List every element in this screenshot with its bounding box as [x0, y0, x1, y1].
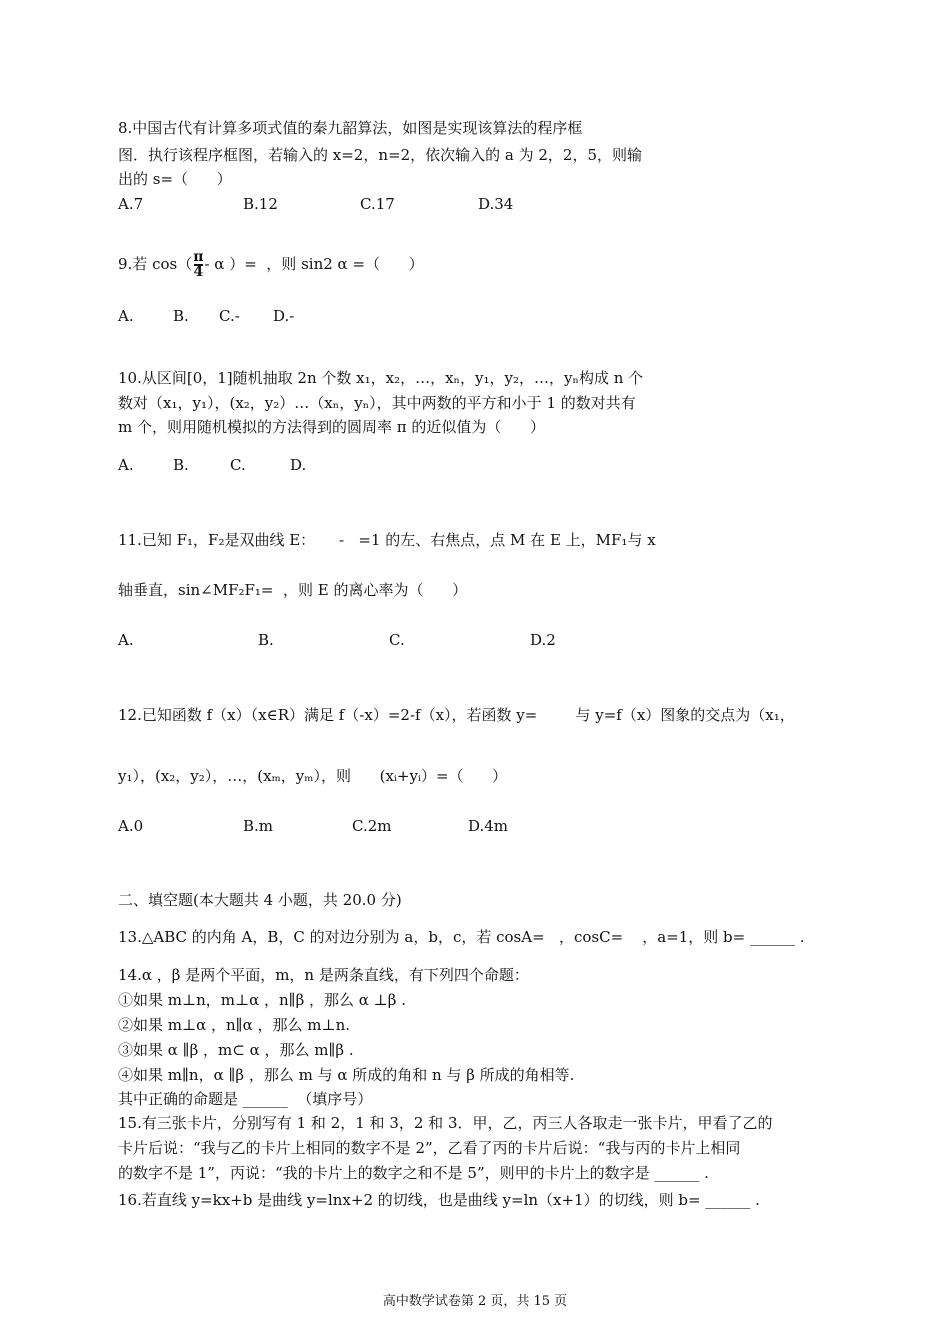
q11-option-d: D.2 [530, 631, 556, 649]
q10-option-a: A. [118, 456, 134, 474]
page-footer: 高中数学试卷第 2 页，共 15 页 [382, 1294, 568, 1309]
q10-option-b: B. [173, 456, 189, 474]
q14-line-2: ①如果 m⊥n，m⊥α ，n∥β ，那么 α ⊥β . [118, 991, 406, 1009]
q10-option-d: D. [290, 456, 307, 474]
q12-line-2: y₁），(x₂，y₂），…，(xₘ，yₘ），则 (xᵢ+yᵢ）=（ ） [118, 767, 508, 785]
q15-line-2: 卡片后说：“我与乙的卡片上相同的数字不是 2”，乙看了丙的卡片后说：“我与丙的卡片上相同 [118, 1139, 741, 1157]
q11-option-c: C. [389, 631, 405, 649]
q15-line-3: 的数字不是 1”，丙说：“我的卡片上的数字之和不是 5”，则甲的卡片上的数字是 ______ . [118, 1164, 709, 1182]
q12-option-c: C.2m [352, 817, 392, 835]
q14-line-1: 14.α ，β 是两个平面，m，n 是两条直线，有下列四个命题： [118, 966, 529, 984]
q13-line: 13.△ABC 的内角 A，B，C 的对边分别为 a，b，c，若 cosA= ，cosC= ，a=1，则 b= ______ . [118, 928, 805, 946]
fraction-numerator: π [193, 249, 204, 265]
q8-option-c: C.17 [360, 195, 395, 213]
q14-line-3: ②如果 m⊥α ，n∥α ，那么 m⊥n. [118, 1016, 351, 1034]
q9-prefix: 9.若 cos（ [118, 255, 193, 273]
q8-line-3: 出的 s=（ ） [118, 170, 232, 188]
q10-line-1: 10.从区间[0，1]随机抽取 2n 个数 x₁，x₂，…，xₙ，y₁，y₂，…，yₙ构成 n 个 [118, 369, 644, 387]
q10-line-3: m 个，则用随机模拟的方法得到的圆周率 π 的近似值为（ ） [118, 418, 545, 436]
q12-option-d: D.4m [468, 817, 509, 835]
q8-option-a: A.7 [118, 195, 144, 213]
q12-line-1: 12.已知函数 f（x）（x∈R）满足 f（-x）=2-f（x），若函数 y= 与 y=f（x）图象的交点为（x₁， [118, 706, 795, 724]
q12-option-a: A.0 [118, 817, 144, 835]
q8-option-d: D.34 [478, 195, 514, 213]
q15-line-1: 15.有三张卡片，分别写有 1 和 2，1 和 3，2 和 3．甲，乙，丙三人各取走一张卡片，甲看了乙的 [118, 1114, 773, 1132]
pi-over-4-fraction [193, 251, 203, 279]
q8-line-1: 8.中国古代有计算多项式值的秦九韶算法，如图是实现该算法的程序框 [118, 119, 583, 137]
q9-option-c: C.- [219, 307, 240, 325]
q8-option-b: B.12 [243, 195, 278, 213]
q9-line [118, 246, 424, 282]
q14-line-4: ③如果 α ∥β ，m⊂ α ，那么 m∥β . [118, 1041, 354, 1059]
q14-line-5: ④如果 m∥n，α ∥β ，那么 m 与 α 所成的角和 n 与 β 所成的角相等. [118, 1066, 575, 1084]
q8-line-2: 图．执行该程序框图，若输入的 x=2，n=2，依次输入的 a 为 2，2，5，则输 [118, 146, 642, 164]
q11-line-2: 轴垂直，sin∠MF₂F₁= ，则 E 的离心率为（ ） [118, 581, 468, 599]
q9-option-b: B. [173, 307, 189, 325]
q14-line-6: 其中正确的命题是 ______ （填序号） [118, 1090, 373, 1108]
fraction-denominator: 4 [193, 264, 204, 280]
q10-line-2: 数对（x₁，y₁），(x₂，y₂）…（xₙ，yₙ），其中两数的平方和小于 1 的数对共有 [118, 394, 636, 412]
q9-options [118, 306, 295, 406]
q16-line: 16.若直线 y=kx+b 是曲线 y=lnx+2 的切线，也是曲线 y=ln（x+1）的切线，则 b= ______ . [118, 1191, 760, 1209]
q9-option-a: A. [118, 307, 134, 325]
q11-option-a: A. [118, 631, 134, 649]
q10-option-c: C. [230, 456, 246, 474]
q11-line-1: 11.已知 F₁，F₂是双曲线 E： - =1 的左、右焦点，点 M 在 E 上，MF₁与 x [118, 531, 656, 549]
q9-suffix: - α ）= ，则 sin2 α =（ ） [204, 255, 424, 273]
section-2-title: 二、填空题(本大题共 4 小题，共 20.0 分) [118, 891, 402, 909]
q9-option-d: D.- [273, 307, 295, 325]
q11-option-b: B. [258, 631, 274, 649]
q12-option-b: B.m [243, 817, 274, 835]
